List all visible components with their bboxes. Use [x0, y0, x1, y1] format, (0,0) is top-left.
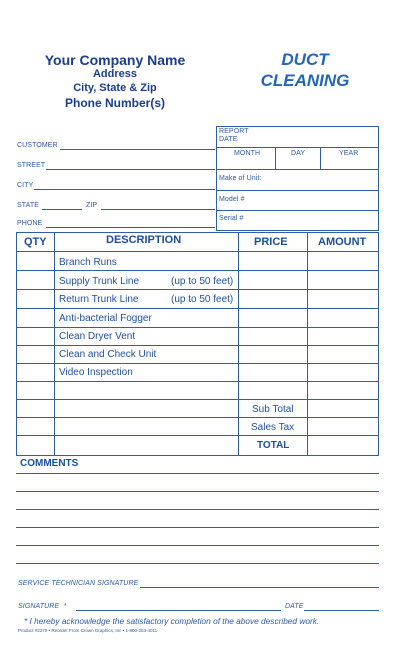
qty-header: QTY	[24, 236, 47, 248]
date-line[interactable]	[304, 610, 379, 611]
signature-line[interactable]	[76, 610, 281, 611]
make-of-unit-label: Make of Unit:	[219, 175, 262, 182]
company-phone: Phone Number(s)	[64, 96, 165, 110]
customer-input-line[interactable]	[60, 149, 215, 150]
footer-text: Product #2270 • Reorder From Crown Graphics, Inc • 1-800-253-4011	[18, 628, 158, 633]
city-label: CITY	[17, 182, 34, 189]
street-input-line[interactable]	[46, 169, 215, 170]
technician-signature-line[interactable]	[140, 587, 379, 588]
street-label: STREET	[17, 162, 46, 169]
item-description: Video Inspection	[59, 367, 133, 378]
price-header: PRICE	[254, 236, 288, 248]
amount-header: AMOUNT	[318, 236, 367, 248]
item-description: Clean Dryer Vent	[59, 331, 136, 342]
comment-line[interactable]	[16, 545, 379, 546]
date-label: DATE	[285, 603, 304, 610]
state-label: STATE	[17, 202, 40, 209]
item-note: (up to 50 feet)	[171, 276, 234, 287]
comment-line[interactable]	[16, 509, 379, 510]
sales-tax-label: Sales Tax	[251, 422, 295, 433]
serial-number-label: Serial #	[219, 215, 244, 222]
item-description: Anti-bacterial Fogger	[59, 313, 152, 324]
comments-label: COMMENTS	[20, 458, 79, 469]
state-input-line[interactable]	[42, 209, 82, 210]
signature-asterisk: *	[64, 603, 67, 610]
total-label: TOTAL	[257, 440, 290, 451]
comment-line[interactable]	[16, 473, 379, 474]
item-description: Return Trunk Line	[59, 294, 139, 305]
report-year-label: YEAR	[339, 150, 359, 157]
comment-line[interactable]	[16, 563, 379, 564]
acknowledgement-text: * I hereby acknowledge the satisfactory completion of the above described work.	[24, 616, 320, 626]
company-name: Your Company Name	[44, 52, 186, 68]
report-day-label: DAY	[291, 150, 306, 157]
city-input-line[interactable]	[34, 189, 215, 190]
report-date-label: REPORT DATE	[219, 128, 249, 143]
item-note: (up to 50 feet)	[171, 294, 234, 305]
subtotal-label: Sub Total	[252, 404, 294, 415]
form-title-line1: DUCT	[281, 50, 329, 69]
report-month-label: MONTH	[234, 150, 261, 157]
comment-line[interactable]	[16, 527, 379, 528]
comment-line[interactable]	[16, 491, 379, 492]
signature-label: SIGNATURE	[18, 603, 60, 610]
description-header: DESCRIPTION	[106, 234, 182, 246]
form-title-line2: CLEANING	[260, 71, 350, 90]
customer-label: CUSTOMER	[17, 142, 58, 149]
item-description: Clean and Check Unit	[59, 349, 157, 360]
company-city-state-zip: City, State & Zip	[73, 82, 157, 94]
model-number-label: Model #	[219, 196, 245, 203]
technician-signature-label: SERVICE TECHNICIAN SIGNATURE	[18, 580, 139, 587]
company-address: Address	[92, 68, 138, 80]
phone-label: PHONE	[17, 220, 43, 227]
zip-label: ZIP	[86, 202, 98, 209]
phone-input-line[interactable]	[46, 227, 215, 228]
item-description: Branch Runs	[59, 257, 117, 268]
item-description: Supply Trunk Line	[59, 276, 140, 287]
zip-input-line[interactable]	[101, 209, 215, 210]
